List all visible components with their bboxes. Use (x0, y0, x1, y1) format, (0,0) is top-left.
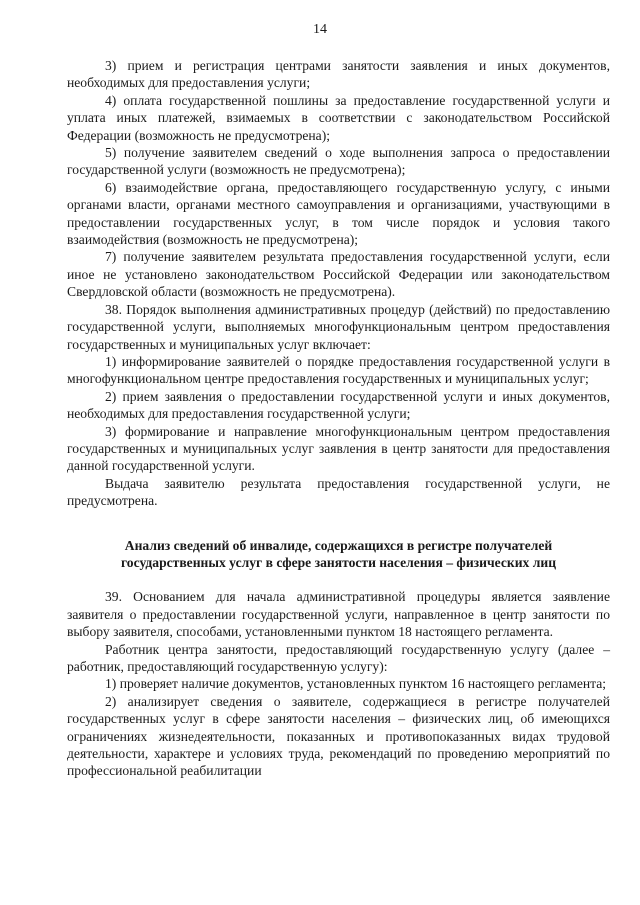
paragraph-result-issue: Выдача заявителю результата предоставления государственной услуги, не предусмотрена. (67, 475, 610, 509)
paragraph-employee: Работник центра занятости, предоставляющий государственную услугу (далее – работник, предоставляющий государственную услугу): (67, 641, 610, 674)
paragraph-mfc-item-2: 2) прием заявления о предоставлении государственной услуги и иных документов, необходимых для предоставления государственной услуги; (67, 388, 610, 422)
paragraph-39-basis: 39. Основанием для начала административной процедуры является заявление заявителя о предоставлении государственной услуги, направленное в центр занятости по выбору заявителя, способами, установленными пунктом 18 настоящего регламента. (67, 589, 610, 640)
paragraph-item-5-request-status: 5) получение заявителем сведений о ходе выполнения запроса о предоставлении государственной услуги (возможность не предусмотрена); (67, 145, 610, 178)
document-body (67, 57, 610, 780)
paragraph-item-6-interaction: 6) взаимодействие органа, предоставляющего государственную услугу, с иными органами власти, органами местного самоуправления и организациями, участвующими в предоставлении государственных услуг, в том числе порядок и условия такого взаимодействия (возможность не предусмотрена); (67, 179, 610, 248)
paragraph-employee-item-1: 1) проверяет наличие документов, установленных пунктом 16 настоящего регламента; (105, 676, 607, 692)
paragraph-38-mfc-procedure: 38. Порядок выполнения административных процедур (действий) по предоставлению государственной услуги, выполняемых многофункциональным центром предоставления государственных и муниципальных услуг включает: (67, 301, 610, 352)
paragraph-item-4-state-fee: 4) оплата государственной пошлины за предоставление государственной услуги и уплата иных платежей, взимаемых в соответствии с законодательством Российской Федерации (возможность не предусмотрена); (67, 92, 610, 143)
paragraph-mfc-item-3: 3) формирование и направление многофункциональным центром предоставления государственных и муниципальных услуг заявления в центр занятости для предоставления данной государственной услуги. (67, 423, 610, 474)
section-heading: Анализ сведений об инвалиде, содержащихся в регистре получателей государственных услуг в сфере занятости населения – физических лиц (120, 537, 557, 570)
paragraph-item-3-reception: 3) прием и регистрация центрами занятости заявления и иных документов, необходимых для предоставления услуги; (67, 58, 610, 91)
paragraph-item-7-result: 7) получение заявителем результата предоставления государственной услуги, если иное не установлено законодательством Российской Федерации или законодательством Свердловской области (возможность не предусмотрена). (67, 249, 610, 300)
page-number: 14 (313, 22, 327, 37)
paragraph-mfc-item-1: 1) информирование заявителей о порядке предоставления государственной услуги в многофункциональном центре предоставления государственных и муниципальных услуг; (67, 353, 610, 387)
paragraph-employee-item-2: 2) анализирует сведения о заявителе, содержащиеся в регистре получателей государственных услуг в сфере занятости населения – физических лиц, об имеющихся ограничениях жизнедеятельности, показанных и противопоказанных видах трудовой деятельности, характере и условиях труда, рекомендаций по проведению мероприятий по профессиональной реабилитации (67, 693, 610, 779)
